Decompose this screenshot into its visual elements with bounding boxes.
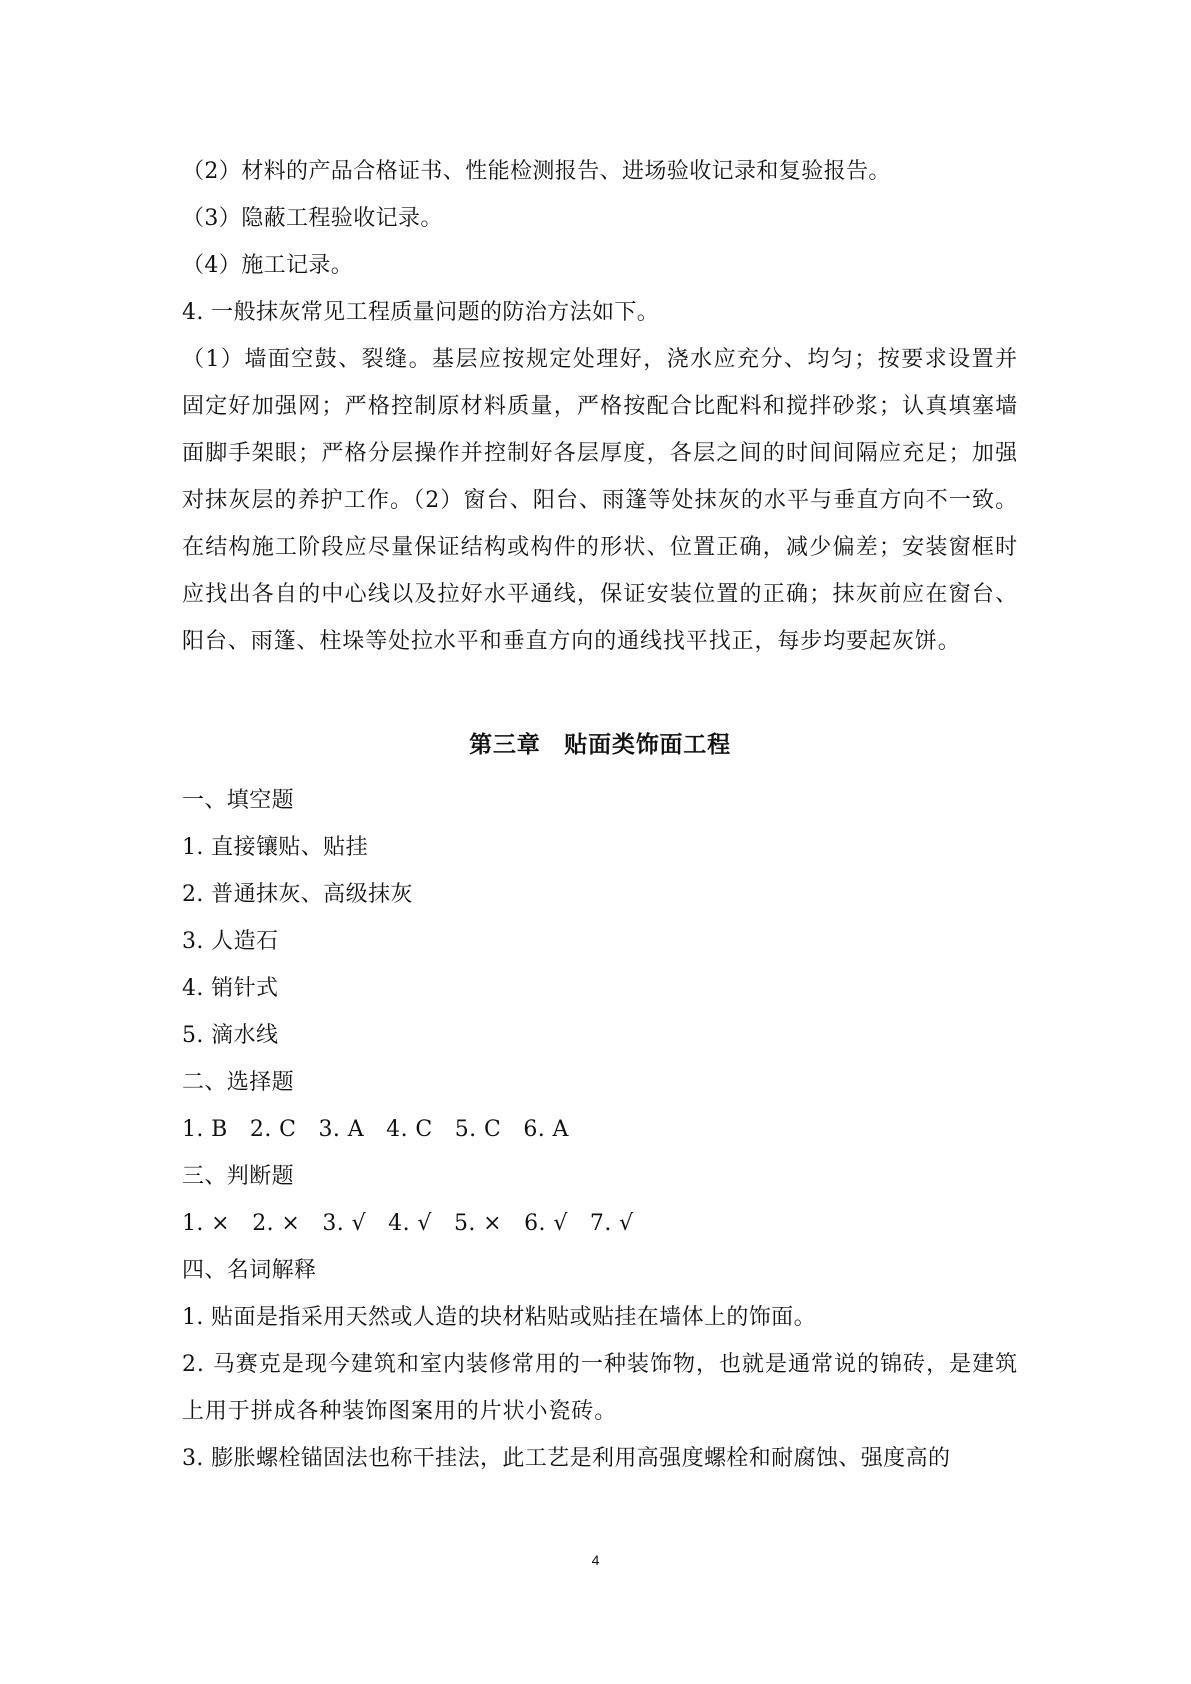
section-heading-terms: 四、名词解释 — [182, 1258, 317, 1283]
list-item-4: （4）施工记录。 — [182, 253, 354, 278]
fill-blank-item-4: 4. 销针式 — [182, 976, 279, 1001]
prevention-paragraph: （1）墙面空鼓、裂缝。基层应按规定处理好，浇水应充分、均匀；按要求设置并固定好加强网；严格控制原材料质量，严格按配合比配料和搅拌砂浆；认真填塞墙面脚手架眼；严格分层操作并控制好各层厚度，各层之间的时间间隔应充足；加强对抹灰层的养护工作。（2）窗台、阳台、雨篷等处抹灰的水平与垂直方向不一致。在结构施工阶段应尽量保证结构或构件的形状、位置正确，减少偏差；安装窗框时应找出各自的中心线以及拉好水平通线，保证安装位置的正确；抹灰前应在窗台、阳台、雨篷、柱垛等处拉水平和垂直方向的通线找平找正，每步均要起灰饼。 — [182, 347, 1018, 654]
fill-blank-item-2: 2. 普通抹灰、高级抹灰 — [182, 882, 413, 907]
list-item-2: （2）材料的产品合格证书、性能检测报告、进场验收记录和复验报告。 — [182, 159, 891, 184]
list-item-3: （3）隐蔽工程验收记录。 — [182, 206, 443, 231]
section-heading-choice: 二、选择题 — [182, 1070, 295, 1095]
choice-answers: 1. B 2. C 3. A 4. C 5. C 6. A — [182, 1117, 569, 1142]
numbered-item-4: 4. 一般抹灰常见工程质量问题的防治方法如下。 — [182, 300, 660, 325]
section-heading-fill-blank: 一、填空题 — [182, 788, 295, 813]
judgment-answers: 1. × 2. × 3. √ 4. √ 5. × 6. √ 7. √ — [182, 1211, 634, 1236]
term-item-1: 1. 贴面是指采用天然或人造的块材粘贴或贴挂在墙体上的饰面。 — [182, 1305, 816, 1330]
page-number: 4 — [591, 1552, 600, 1568]
term-item-3: 3. 膨胀螺栓锚固法也称干挂法，此工艺是利用高强度螺栓和耐腐蚀、强度高的 — [182, 1446, 951, 1471]
fill-blank-item-3: 3. 人造石 — [182, 929, 279, 954]
term-item-2: 2. 马赛克是现今建筑和室内装修常用的一种装饰物，也就是通常说的锦砖，是建筑上用于拼成各种装饰图案用的片状小瓷砖。 — [182, 1352, 1018, 1424]
page-content — [182, 148, 1018, 1482]
section-heading-judgment: 三、判断题 — [182, 1164, 295, 1189]
chapter-title: 第三章 贴面类饰面工程 — [469, 731, 731, 758]
fill-blank-item-5: 5. 滴水线 — [182, 1023, 279, 1048]
fill-blank-item-1: 1. 直接镶贴、贴挂 — [182, 835, 368, 860]
